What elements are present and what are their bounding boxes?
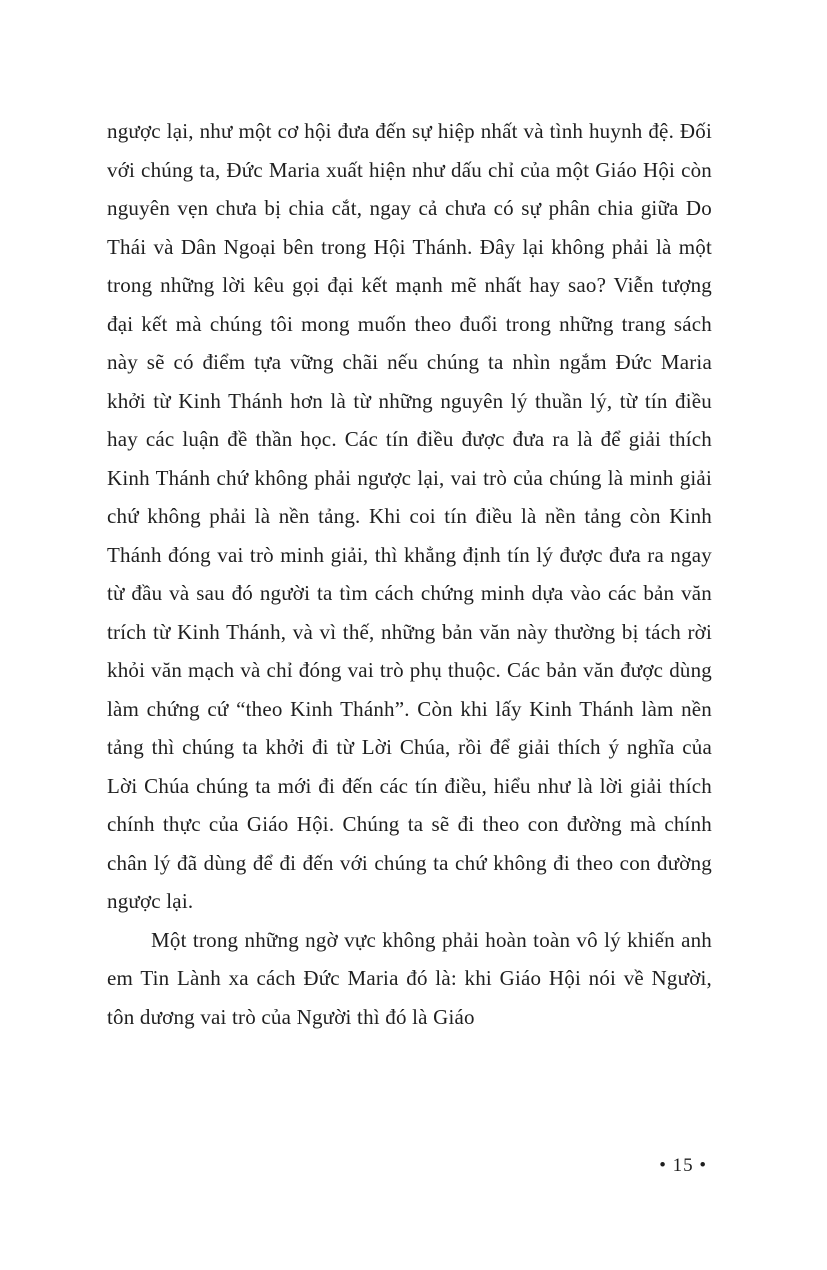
- paragraph: Một trong những ngờ vực không phải hoàn toàn vô lý khiến anh em Tin Lành xa cách Đức Maria đó là: khi Giáo Hội nói về Người, tôn dương vai trò của Người thì đó là Giáo: [107, 927, 712, 1029]
- body-text-block: [107, 112, 712, 1036]
- paragraph: ngược lại, như một cơ hội đưa đến sự hiệp nhất và tình huynh đệ. Đối với chúng ta, Đức Maria xuất hiện như dấu chỉ của một Giáo Hội còn nguyên vẹn chưa bị chia cắt, ngay cả chưa có sự phân chia giữa Do Thái và Dân Ngoại bên trong Hội Thánh. Đây lại không phải là một trong những lời kêu gọi đại kết mạnh mẽ nhất hay sao? Viễn tượng đại kết mà chúng tôi mong muốn theo đuổi trong những trang sách này sẽ có điểm tựa vững chãi nếu chúng ta nhìn ngắm Đức Maria khởi từ Kinh Thánh hơn là từ những nguyên lý thuần lý, từ tín điều hay các luận đề thần học. Các tín điều được đưa ra là để giải thích Kinh Thánh chứ không phải ngược lại, vai trò của chúng là minh giải chứ không phải là nền tảng. Khi coi tín điều là nền tảng còn Kinh Thánh đóng vai trò minh giải, thì khẳng định tín lý được đưa ra ngay từ đầu và sau đó người ta tìm cách chứng minh dựa vào các bản văn trích từ Kinh Thánh, và vì thế, những bản văn này thường bị tách rời khỏi văn mạch và chỉ đóng vai trò phụ thuộc. Các bản văn được dùng làm chứng cứ “theo Kinh Thánh”. Còn khi lấy Kinh Thánh làm nền tảng thì chúng ta khởi đi từ Lời Chúa, rồi để giải thích ý nghĩa của Lời Chúa chúng ta mới đi đến các tín điều, hiểu như là lời giải thích chính thực của Giáo Hội. Chúng ta sẽ đi theo con đường mà chính chân lý đã dùng để đi đến với chúng ta chứ không đi theo con đường ngược lại.: [107, 119, 712, 913]
- page-number: • 15 •: [659, 1155, 707, 1176]
